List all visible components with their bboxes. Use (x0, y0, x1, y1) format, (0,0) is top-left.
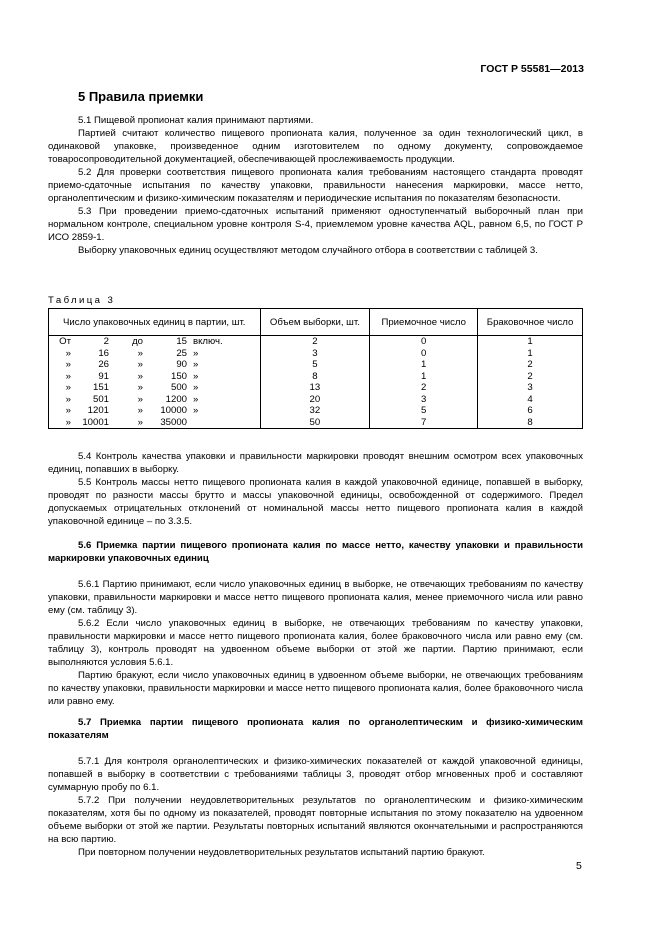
lot-range-part: » (137, 416, 143, 428)
table-row (49, 382, 583, 394)
lot-range-part: » (193, 347, 199, 359)
paragraph-5-6-2: 5.6.2 Если число упаковочных единиц в выборке, не отвечающих требованиям по качеству упаковки, правильности маркировки и массе нетто пищевого пропионата калия, более браковочного числа или равно ему (см. таблицу 3), контроль проводят на удвоенном объеме выборки от этой же партии. Партию принимают, если выполняются условия 5.6.1. (48, 618, 583, 668)
rejection-number-cell: 8 (478, 417, 583, 429)
table-row (49, 348, 583, 360)
paragraph-5-3: 5.3 При проведении приемо-сдаточных испытаний применяют одноступенчатый выборочный план при нормальном контроле, специальном уровне контроля S-4, приемлемом уровне качества AQL, равном 6,5, по ГОСТ Р ИСО 2859-1. (48, 206, 583, 243)
lot-range-part: 151 (92, 382, 109, 393)
lot-range-part: 1201 (87, 405, 109, 416)
acceptance-number-cell: 7 (370, 417, 478, 429)
table-row (49, 336, 583, 348)
paragraph-reject: Партию бракуют, если число упаковочных единиц в удвоенном объеме выборки, не отвечающих требованиям по качеству упаковки, правильности маркировки и массе нетто пищевого пропионата калия, более браковочного числа или равно ему. (48, 670, 583, 707)
lot-range-part: 35000 (160, 416, 187, 428)
acceptance-number-cell: 0 (370, 336, 478, 348)
lot-range-part: » (193, 405, 199, 416)
lot-range-cell (49, 417, 261, 429)
lot-range-part: » (65, 416, 71, 428)
lot-range-cell (49, 382, 261, 394)
sample-size-cell: 20 (260, 394, 370, 406)
rejection-number-cell: 6 (478, 405, 583, 417)
sample-size-cell: 50 (260, 417, 370, 429)
table-header-rejection: Браковочное число (478, 309, 583, 336)
acceptance-number-cell: 0 (370, 348, 478, 360)
table-row (49, 405, 583, 417)
acceptance-number-cell: 1 (370, 371, 478, 383)
lot-range-part: » (137, 370, 143, 382)
lot-range-part: » (65, 347, 71, 359)
lot-range-cell (49, 405, 261, 417)
paragraph-5-7-2: 5.7.2 При получении неудовлетворительных результатов по органолептическим и физико-химическим показателям, хотя бы по одному из показателей, проводят повторные испытания по этому показателю на удвоенном объеме выборки от этой же партии. Результаты повторных испытаний являются окончательными и распространяются на всю партию. (48, 795, 583, 845)
lot-range-part: От (59, 336, 71, 347)
lot-range-cell (49, 359, 261, 371)
lot-range-part: » (65, 359, 71, 370)
table-caption: Таблица 3 (48, 295, 116, 306)
lot-range-part: 150 (170, 370, 187, 382)
lot-range-part: » (137, 382, 143, 393)
sampling-table (48, 308, 583, 429)
lot-range-part: » (65, 382, 71, 393)
paragraph-5-2: 5.2 Для проверки соответствия пищевого пропионата калия требованиям настоящего стандарта проводят приемо-сдаточные испытания по качеству упаковки, правильности нанесения маркировки, массе нетто, органолептическим и физико-химическим показателям и периодические испытания по показателям безопасности. (48, 167, 583, 204)
text-block-mid (48, 450, 583, 528)
lot-range-part: 2 (103, 336, 109, 347)
subheading-5-7: 5.7 Приемка партии пищевого пропионата калия по органолептическим и физико-химическим показателям (48, 717, 583, 741)
rejection-number-cell: 1 (478, 348, 583, 360)
lot-range-part: » (65, 393, 71, 405)
lot-range-part: » (193, 359, 199, 370)
table-header-lot-size: Число упаковочных единиц в партии, шт. (49, 309, 261, 336)
paragraph-5-7-1: 5.7.1 Для контроля органолептических и физико-химических показателей от каждой упаковочной единицы, попавшей в выборку в соответствии с требованиями таблицы 3, проводят отбор мгновенных проб и составляют суммарную пробу по 6.1. (48, 756, 583, 793)
sample-size-cell: 5 (260, 359, 370, 371)
lot-range-part: 10000 (160, 405, 187, 416)
table-header-sample-size: Объем выборки, шт. (260, 309, 370, 336)
lot-range-part: 10001 (82, 416, 109, 428)
rejection-number-cell: 2 (478, 359, 583, 371)
document-header: ГОСТ Р 55581—2013 (480, 63, 584, 75)
sample-size-cell: 3 (260, 348, 370, 360)
page-number: 5 (576, 860, 582, 872)
rejection-number-cell: 4 (478, 394, 583, 406)
lot-range-part: » (65, 405, 71, 416)
lot-range-part: » (137, 405, 143, 416)
lot-range-part: » (65, 370, 71, 382)
table-header-acceptance: Приемочное число (370, 309, 478, 336)
lot-range-part: 15 (176, 336, 187, 347)
paragraph-5-1: 5.1 Пищевой пропионат калия принимают партиями. (78, 115, 314, 126)
rejection-number-cell: 2 (478, 371, 583, 383)
acceptance-number-cell: 1 (370, 359, 478, 371)
acceptance-number-cell: 5 (370, 405, 478, 417)
lot-range-part: 91 (98, 370, 109, 382)
lot-range-part: до (132, 336, 143, 347)
subheading-5-6: 5.6 Приемка партии пищевого пропионата калия по массе нетто, качеству упаковки и правильности маркировки упаковочных единиц (48, 540, 583, 564)
lot-range-cell (49, 348, 261, 360)
text-block-top (48, 114, 583, 257)
lot-range-part: » (193, 393, 199, 405)
table-row (49, 371, 583, 383)
text-block-5-7 (48, 716, 583, 859)
table-row (49, 417, 583, 429)
lot-range-cell (49, 371, 261, 383)
table-row (49, 394, 583, 406)
lot-range-part: » (137, 347, 143, 359)
acceptance-number-cell: 2 (370, 382, 478, 394)
acceptance-number-cell: 3 (370, 394, 478, 406)
table-row (49, 359, 583, 371)
lot-range-part: 26 (98, 359, 109, 370)
paragraph-5-5: 5.5 Контроль массы нетто пищевого пропионата калия в каждой упаковочной единице, попавшей в выборку, проводят по разности массы брутто и массы упаковочной единицы, освобожденной от содержимого. Предел допускаемых отрицательных отклонений от номинальной массы нетто пищевого пропионата калия в каждой упаковочной единице – по 3.3.5. (48, 477, 583, 527)
lot-range-part: 500 (170, 382, 187, 393)
paragraph-lot-definition: Партией считают количество пищевого пропионата калия, полученное за один технологический цикл, в одинаковой упаковке, произведенное одним изготовителем по одному документу, сопровождаемое товаросопроводительной документацией, обеспечивающей прослеживаемость продукции. (48, 128, 583, 165)
rejection-number-cell: 3 (478, 382, 583, 394)
paragraph-final: При повторном получении неудовлетворительных результатов испытаний партию бракуют. (78, 847, 485, 858)
lot-range-part: » (137, 393, 143, 405)
lot-range-cell (49, 394, 261, 406)
paragraph-sampling: Выборку упаковочных единиц осуществляют методом случайного отбора в соответствии с таблицей 3. (78, 245, 538, 256)
sample-size-cell: 2 (260, 336, 370, 348)
rejection-number-cell: 1 (478, 336, 583, 348)
lot-range-part: 16 (98, 347, 109, 359)
lot-range-part: 90 (176, 359, 187, 370)
sample-size-cell: 13 (260, 382, 370, 394)
lot-range-part: » (193, 382, 199, 393)
sample-size-cell: 32 (260, 405, 370, 417)
paragraph-5-4: 5.4 Контроль качества упаковки и правильности маркировки проводят внешним осмотром всех упаковочных единиц, попавших в выборку. (48, 451, 583, 475)
lot-range-part: 501 (92, 393, 109, 405)
text-block-5-6 (48, 539, 583, 708)
lot-range-cell (49, 336, 261, 348)
sample-size-cell: 8 (260, 371, 370, 383)
lot-range-part: » (137, 359, 143, 370)
lot-range-part: » (193, 370, 199, 382)
section-title: 5 Правила приемки (78, 89, 204, 104)
lot-range-part: 1200 (165, 393, 187, 405)
lot-range-part: включ. (193, 336, 223, 347)
paragraph-5-6-1: 5.6.1 Партию принимают, если число упаковочных единиц в выборке, не отвечающих требованиям по качеству упаковки, правильности маркировки и массе нетто пищевого пропионата калия, менее приемочного числа или равно ему (см. таблицу 3). (48, 579, 583, 616)
lot-range-part: 25 (176, 347, 187, 359)
